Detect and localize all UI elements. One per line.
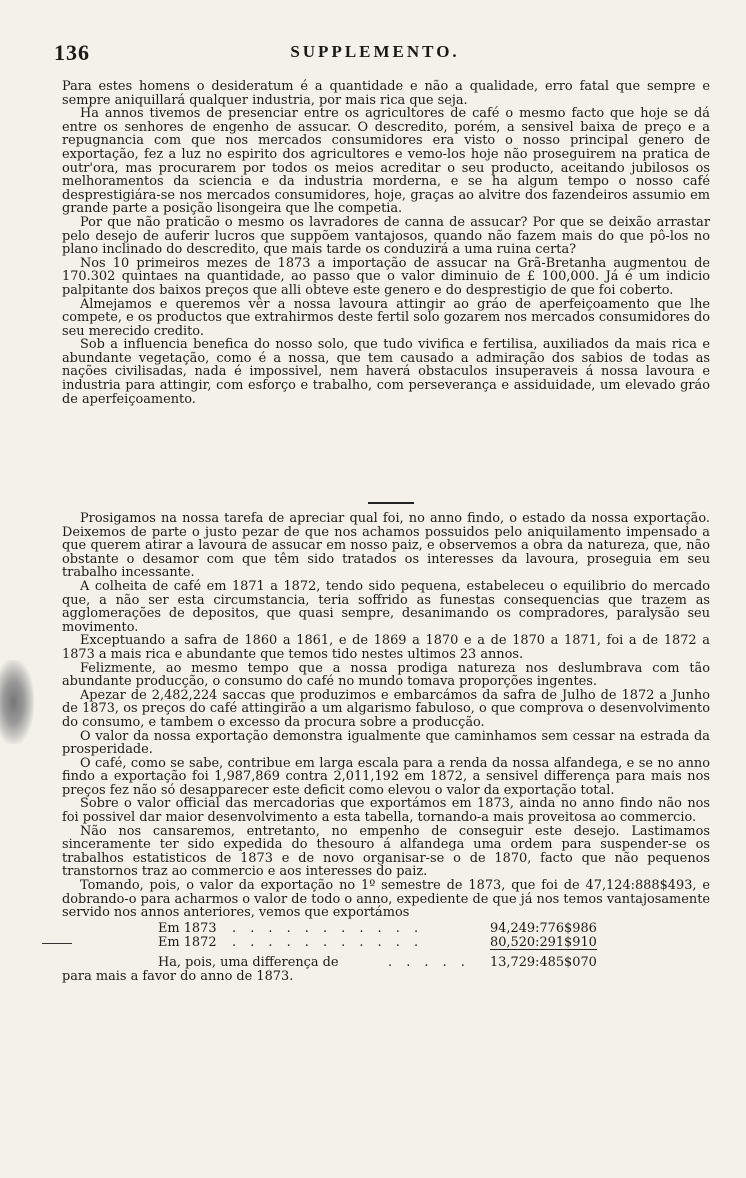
totals-difference-row [62,956,710,970]
paragraph: Sobre o valor official das mercadorias que exportámos em 1873, ainda no anno findo não nos foi possivel dar maior desenvolvimento a esta tabella, tornando-a mais proveitosa ao commercio. [62,796,710,826]
paragraph: Exceptuando a safra de 1860 a 1861, e de 1869 a 1870 e a de 1870 a 1871, foi a de 1872 a 1873 a mais rica e abundante que temos tido nestes ultimos 23 annos. [62,633,710,662]
totals-row-1872 [62,936,710,950]
paragraph: Não nos cansaremos, entretanto, no empenho de conseguir este desejo. Lastimamos sinceramente ter sido expedida do thesouro á alfandega uma ordem para suspender-se os trabalhos estatisticos de 1873 e de novo organisar-se o de 1870, facto que não pequenos transtornos traz ao commercio e aos interesses do paiz. [62,823,710,880]
paragraph: Felizmente, ao mesmo tempo que a nossa prodiga natureza nos deslumbrava com tão abundante producção, o consumo do café no mundo tomava proporções ingentes. [62,660,710,690]
section-divider [368,502,414,504]
row-value: 94,249:776$986 [490,920,597,936]
page-header [44,40,706,64]
paragraph: O valor da nossa exportação demonstra igualmente que caminhamos sem cessar na estrada da prosperidade. [62,728,710,758]
row-label: Em 1872 [158,934,217,950]
paragraph: Prosigamos na nossa tarefa de apreciar qual foi, no anno findo, o estado da nossa exportação. Deixemos de parte o justo pezar de que nos achamos possuidos pelo aniquilamento impensado a que querem atirar a lavoura de assucar em nosso paiz, e observemos a obra da natureza, que, não obstante o desamor com que têm sido tratados os interesses da lavoura, proseguia em seu trabalho incessante. [62,511,710,581]
paragraph: Apezar de 2,482,224 saccas que produzimos e embarcámos da safra de Julho de 1872 a Junho de 1873, os preços do café attingirão a um algarismo fabuloso, o que comprova o desenvolvimento do consumo, e tambem o excesso da procura sobre a producção. [62,687,710,730]
paragraph: Para estes homens o desideratum é a quantidade e não a qualidade, erro fatal que sempre e sempre aniquillará qualquer industria, por mais rica que seja. [62,79,710,108]
difference-value: 13,729:485$070 [490,954,597,970]
closing-line: para mais a favor do anno de 1873. [62,968,294,984]
leader-dots: . . . . . [388,954,470,970]
page-number: 136 [54,40,90,65]
paragraph: O café, como se sabe, contribue em larga escala para a renda da nossa alfandega, e se no anno findo a exportação foi 1,987,869 contra 2,011,192 em 1872, a sensivel differença para mais nos preços fez não só desapparecer este deficit como elevou o valor da exportação total. [62,755,710,798]
paragraph: Ha annos tivemos de presenciar entre os agricultores de café o mesmo facto que hoje se dá entre os senhores de engenho de assucar. O descredito, porém, a sensivel baixa de preço e a repugnancia com que nos mercados consumidores era visto o nosso principal genero de exportação, fez a luz no espirito dos agricultores e vemo-los hoje não proseguirem na pratica de outr'ora, mas procurarem por todos os meios acreditar o seu producto, aceitando jubilosos os melhoramentos da sciencia e da industria morderna, e se ha algum tempo o nosso café desprestigiára-se nos mercados consumidores, hoje, graças ao alvitre dos fazendeiros assumio em grande parte a posição lisongeira que lhe competia. [62,106,710,217]
paragraph: Nos 10 primeiros mezes de 1873 a importação de assucar na Grã-Bretanha augmentou de 170.302 quintaes na quantidade, ao passo que o valor diminuio de £ 100,000. Já é um indicio palpitante dos baixos preços que alli obteve este genero e do desprestigio de que foi coberto. [62,255,710,298]
export-totals-table [62,922,710,984]
paragraph: A colheita de café em 1871 a 1872, tendo sido pequena, estabeleceu o equilibrio do mercado que, a não ser esta circumstancia, teria soffrido as funestas consequencias que trazem as agglomerações de depositos, que quasi sempre, desanimando os compradores, paralysão seu movimento. [62,578,710,635]
section-exports [62,512,710,983]
difference-label: Ha, pois, uma differença de [158,954,339,970]
row-label: Em 1873 [158,920,217,936]
section-sugar-quality [62,80,710,406]
paragraph: Por que não praticão o mesmo os lavradores de canna de assucar? Por que se deixão arrastar pelo desejo de auferir lucros que suppõem vantajosos, quando não fazem mais do que pô-los no plano inclinado do descredito, que mais tarde os conduzirá a uma ruina certa? [62,214,710,258]
running-title: SUPPLEMENTO. [290,42,460,61]
leader-dots: . . . . . . . . . . . [232,934,424,950]
leader-dots: . . . . . . . . . . . [232,920,424,936]
totals-row-1873 [62,922,710,936]
row-value: 80,520:291$910 [490,934,597,950]
paragraph: Tomando, pois, o valor da exportação no 1º semestre de 1873, que foi de 47,124:888$493, e dobrando-o para acharmos o valor de todo o anno, expediente de que já nos temos vantajosamente servido nos annos anteriores, vemos que exportámos [62,878,710,921]
margin-dash [42,943,72,944]
ink-blot-mark [0,660,34,744]
paragraph: Almejamos e queremos vêr a nossa lavoura attingir ao gráo de aperfeiçoamento que lhe compete, e os productos que extrahirmos deste fertil solo gozarem nos mercados consumidores do seu merecido credito. [62,296,710,339]
paragraph: Sob a influencia benefica do nosso solo, que tudo vivifica e fertilisa, auxiliados da mais rica e abundante vegetação, como é a nossa, que tem causado a admiração dos sabios de todas as nações civilisadas, nada é impossivel, nem haverá obstaculos insuperaveis á nossa lavoura e industria para attingir, com esforço e trabalho, com perseverança e assiduidade, um elevado gráo de aperfeiçoamento. [62,337,710,407]
